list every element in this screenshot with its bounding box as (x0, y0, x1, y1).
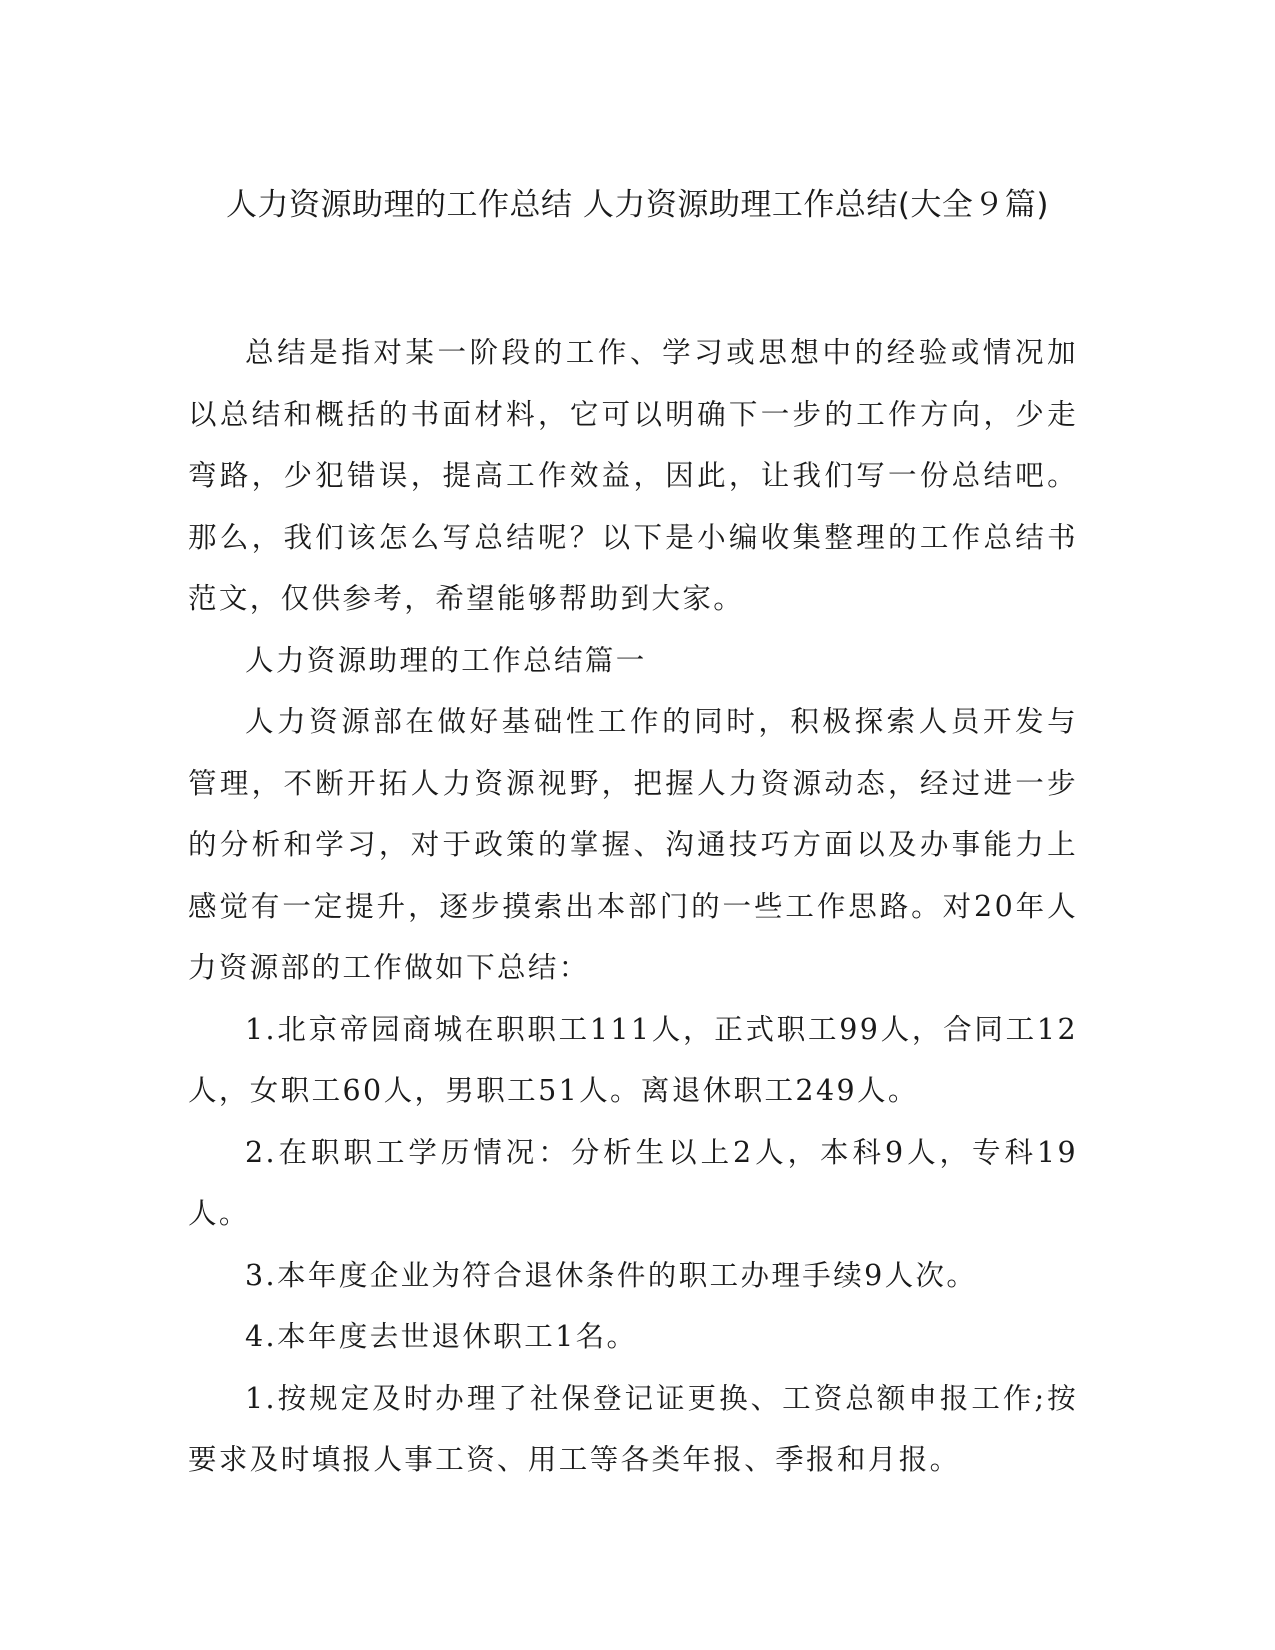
list-item: 4.本年度去世退休职工1名。 (245, 1320, 638, 1353)
list-item: 1.北京帝园商城在职职工111人，正式职工99人，合同工12人，女职工60人，男职工51人。离退休职工249人。 (188, 1012, 1078, 1107)
list-item: 2.在职职工学历情况：分析生以上2人，本科9人，专科19人。 (188, 1135, 1078, 1230)
list-item: 3.本年度企业为符合退休条件的职工办理手续9人次。 (245, 1258, 978, 1292)
document-title: 人力资源助理的工作总结 人力资源助理工作总结(大全９篇) (225, 187, 1050, 223)
intro-paragraph: 总结是指对某一阶段的工作、学习或思想中的经验或情况加以总结和概括的书面材料，它可以明确下一步的工作方向，少走弯路，少犯错误，提高工作效益，因此，让我们写一份总结吧。那么，我们该怎么写总结呢？以下是小编收集整理的工作总结书范文，仅供参考，希望能够帮助到大家。 (188, 336, 1078, 615)
body-paragraph: 人力资源部在做好基础性工作的同时，积极探索人员开发与管理，不断开拓人力资源视野，把握人力资源动态，经过进一步的分析和学习，对于政策的掌握、沟通技巧方面以及办事能力上感觉有一定提升，逐步摸索出本部门的一些工作思路。对20年人力资源部的工作做如下总结： (188, 705, 1078, 984)
section-heading: 人力资源助理的工作总结篇一 (245, 643, 647, 677)
document-body (188, 322, 1078, 1491)
list-item: 1.按规定及时办理了社保登记证更换、工资总额申报工作;按要求及时填报人事工资、用工等各类年报、季报和月报。 (188, 1381, 1078, 1476)
